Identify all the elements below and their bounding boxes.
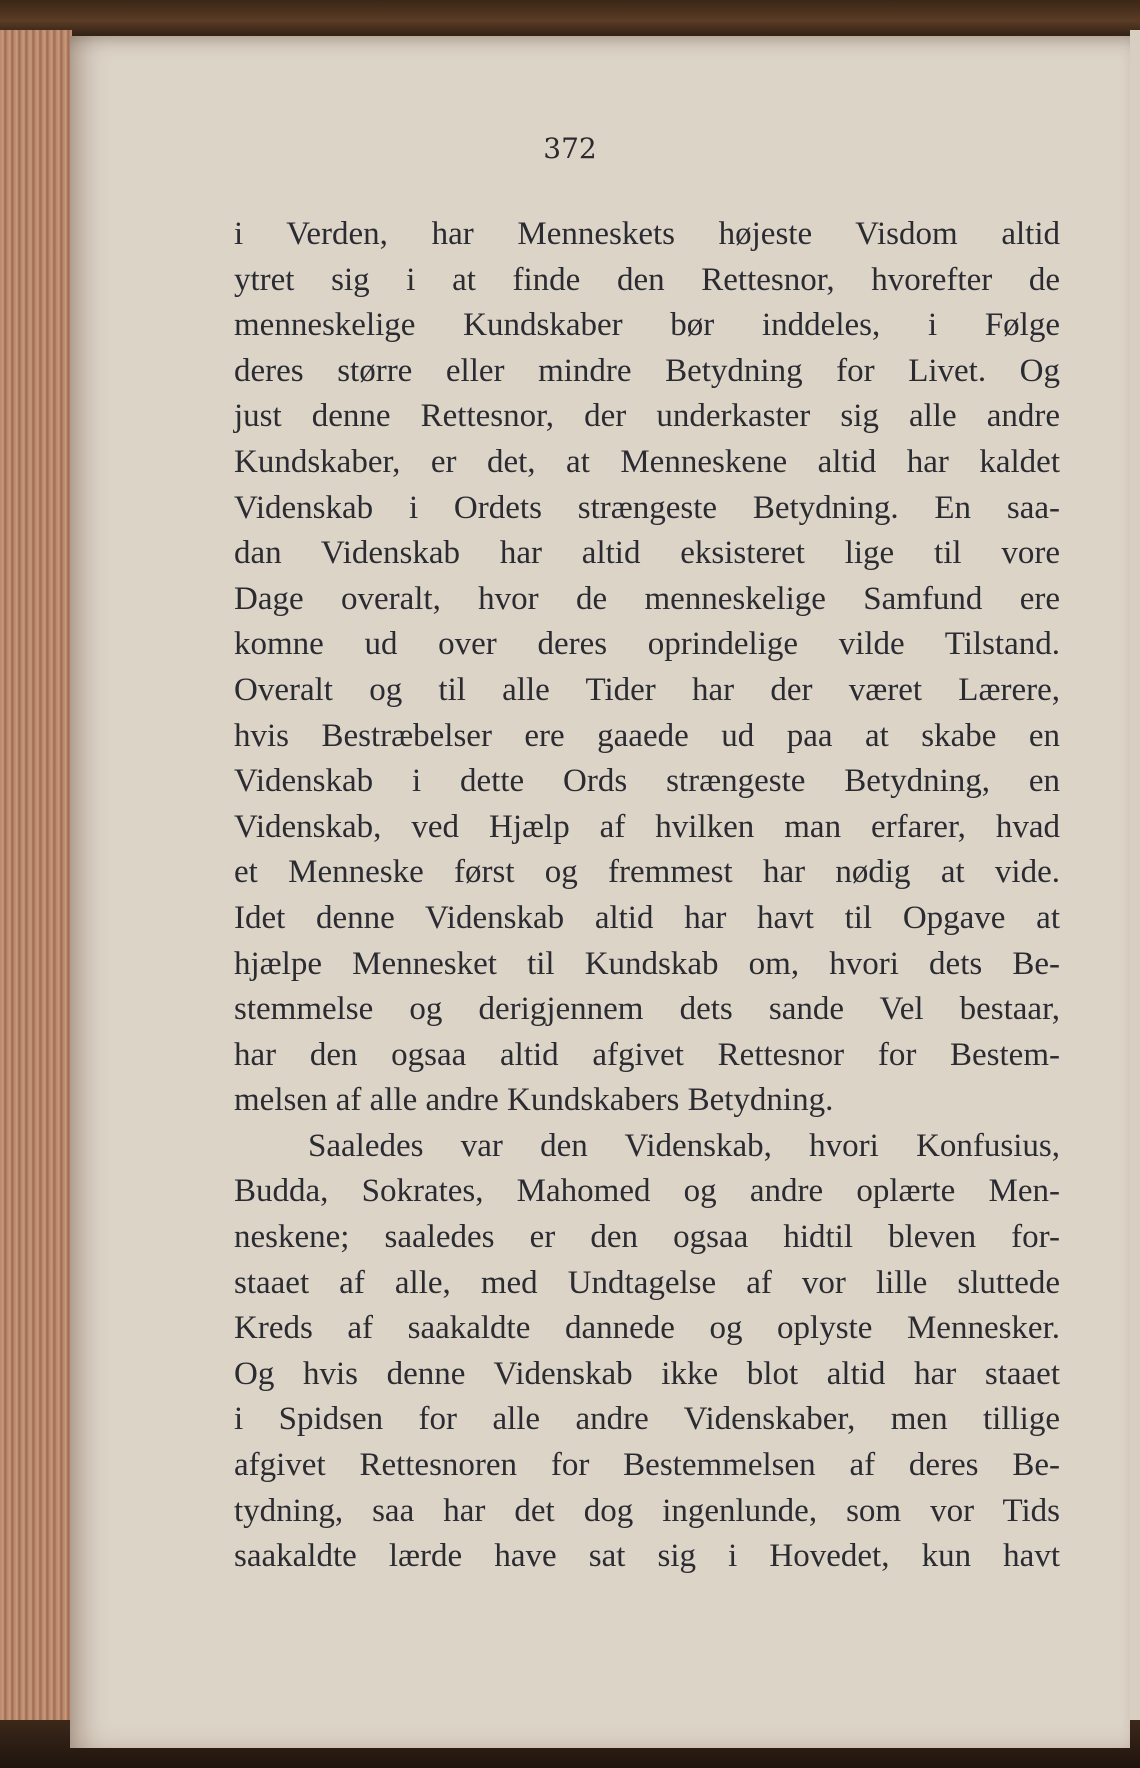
page-edges [0, 30, 72, 1768]
text-line: i Verden, har Menneskets højeste Visdom altid [234, 216, 1060, 252]
text-line: stemmelse og derigjennem dets sande Vel bestaar, [234, 991, 1060, 1028]
text-line: hvis Bestræbelser ere gaaede ud paa at skabe en [234, 717, 1060, 754]
text-line: har den ogsaa altid afgivet Rettesnor for Bestem- [234, 1036, 1060, 1073]
text-line: deres større eller mindre Betydning for Livet. Og [234, 352, 1060, 389]
text-line: Og hvis denne Videnskab ikke blot altid har staaet [234, 1355, 1060, 1392]
text-line: Budda, Sokrates, Mahomed og andre oplærte Men- [234, 1173, 1060, 1210]
text-line: tydning, saa har det dog ingenlunde, som vor Tids [234, 1492, 1060, 1529]
book-cover-top [0, 0, 1140, 38]
text-line: Videnskab i Ordets strængeste Betydning. En saa- [234, 489, 1060, 526]
text-line: et Menneske først og fremmest har nødig at vide. [234, 854, 1060, 891]
text-line: menneskelige Kundskaber bør inddeles, i Følge [234, 307, 1060, 344]
text-line: afgivet Rettesnoren for Bestemmelsen af deres Be- [234, 1447, 1060, 1484]
text-block [234, 212, 1060, 1580]
book-cover-right [1130, 30, 1140, 1768]
text-line: ytret sig i at finde den Rettesnor, hvorefter de [234, 261, 1060, 298]
text-line: Idet denne Videnskab altid har havt til Opgave at [234, 899, 1060, 936]
text-line: melsen af alle andre Kundskabers Betydning. [234, 1082, 834, 1119]
text-line: Overalt og til alle Tider har der været Lærere, [234, 671, 1060, 708]
text-line: Saaledes var den Videnskab, hvori Konfusius, [308, 1127, 1060, 1164]
text-line: Videnskab i dette Ords strængeste Betydning, en [234, 763, 1060, 800]
paragraph [234, 212, 1060, 1124]
paragraph [234, 1124, 1060, 1580]
text-line: hjælpe Mennesket til Kundskab om, hvori dets Be- [234, 945, 1060, 982]
text-line: just denne Rettesnor, der underkaster sig alle andre [234, 398, 1060, 435]
text-line: dan Videnskab har altid eksisteret lige til vore [234, 535, 1060, 572]
text-line: Kreds af saakaldte dannede og oplyste Mennesker. [234, 1310, 1060, 1347]
text-line: saakaldte lærde have sat sig i Hovedet, kun havt [234, 1538, 1060, 1575]
text-line: neskene; saaledes er den ogsaa hidtil bleven for- [234, 1219, 1060, 1256]
text-line: Kundskaber, er det, at Menneskene altid har kaldet [234, 443, 1060, 480]
text-line: staaet af alle, med Undtagelse af vor lille sluttede [234, 1264, 1060, 1301]
text-line: i Spidsen for alle andre Videnskaber, men tillige [234, 1401, 1060, 1438]
text-line: Videnskab, ved Hjælp af hvilken man erfarer, hvad [234, 808, 1060, 845]
text-line: Dage overalt, hvor de menneskelige Samfund ere [234, 580, 1060, 617]
text-line: komne ud over deres oprindelige vilde Tilstand. [234, 626, 1060, 663]
page-number: 372 [543, 132, 597, 165]
